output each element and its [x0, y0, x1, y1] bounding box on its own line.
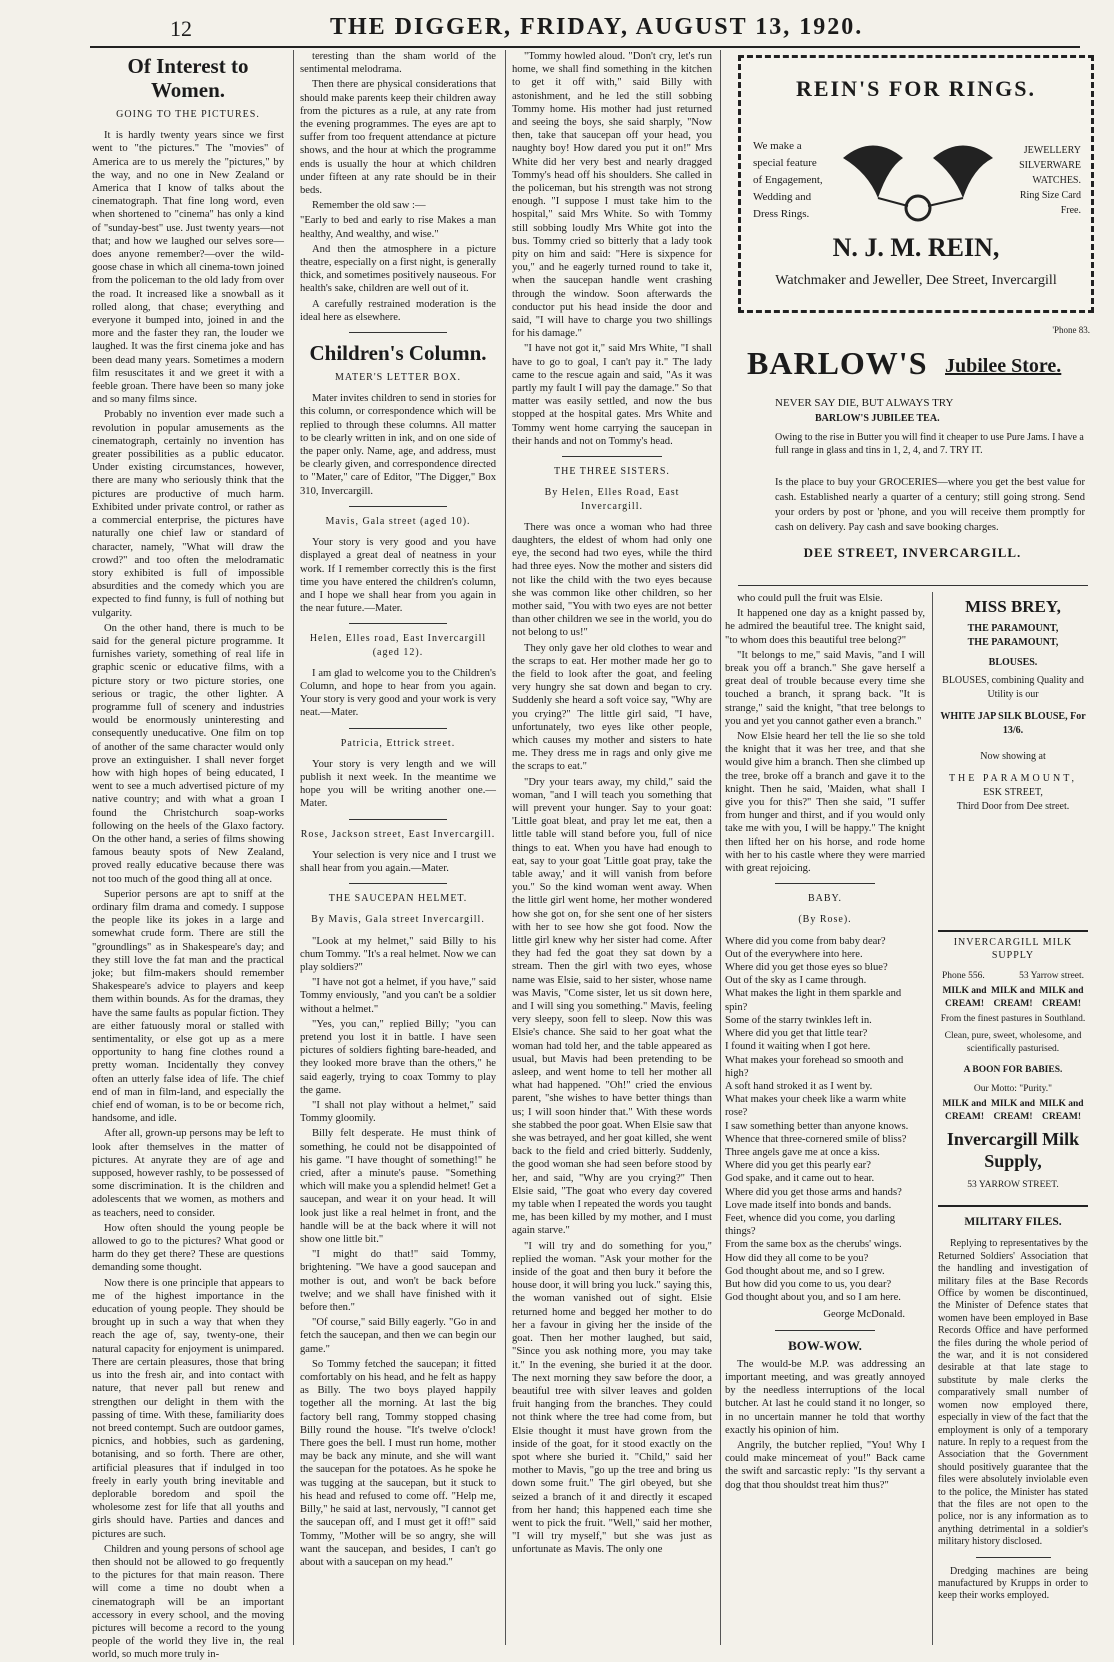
barlow-para2: Is the place to buy your GROCERIES—where you get the best value for cash. Established nearly a quarter of a century; still going strong. Send your orders by post or 'phone, and you will receive them promptly for cash on delivery. Pay cash and save booking charges.: [775, 477, 1085, 533]
rein-left-text: We make a special feature of Engagement, Wedding and Dress Rings.: [753, 140, 823, 220]
poem-line: God thought about me, and so I grew.: [725, 1265, 885, 1277]
letter-reply: Your story is very length and we will publish it next week. In the meantime we hope you will be writing another one.—Mater.: [300, 758, 496, 810]
milk-cream-row: [938, 1096, 1088, 1126]
divider: [349, 506, 447, 507]
milk-clean: Clean, pure, sweet, wholesome, and scientifically pasturised.: [944, 1031, 1082, 1054]
letter-reply: Your story is very good and you have displayed a great deal of neatness in your work. If I remember correctly this is the first time you have entered the children's column, and I hope we shall hear from you again in the near future.—Mater.: [300, 537, 496, 615]
poem-line: God spake, and it came out to hear.: [725, 1173, 875, 1185]
paragraph: "I have not got it," said Mrs White, "I shall have to go to goal, I can't pay it." The lady came to the rescue again and said, "As it was partly my fault I will pay the damage." So that matter was easily settled, and now the bus stopped at the hospital gates. Mrs White and Tommy went home carrying the saucepan in their hands and not on Tommy's head.: [512, 343, 712, 447]
brey-blouses-text: BLOUSES, combining Quality and Utility is our: [942, 675, 1084, 700]
milk-motto: Our Motto: "Purity.": [973, 1084, 1053, 1094]
barlow-ad: [735, 325, 1090, 580]
barlow-phone: 'Phone 83.: [1052, 325, 1090, 335]
milk-street-bottom: 53 YARROW STREET.: [967, 1180, 1059, 1190]
barlow-store: Jubilee Store.: [945, 355, 1062, 377]
poem: [725, 935, 925, 1305]
paragraph: Remember the old saw :—: [312, 200, 426, 212]
poem-line: What makes your cheek like a warm white rose?: [725, 1094, 906, 1119]
divider: [349, 728, 447, 729]
milk-phone: Phone 556.: [942, 971, 985, 981]
poem-line: Feet, whence did you come, you darling things?: [725, 1212, 896, 1238]
paragraph: "It belongs to me," said Mavis, "and I will break you off a branch." She gave herself a great deal of trouble because every time she touched a branch, it sprang back. "It is strange," said the knight, "that tree belongs to you and yet you cannot gather even a branch.": [725, 649, 925, 727]
paragraph: It is hardly twenty years since we first went to "the pictures." The "movies" of America are to us merely the "pictures," by the way, and no one in New Zealand or America that I know of talks about the cinematograph. That fine long word, even when shortened to "cinema" has only a kind of "sunday-best" use. Just twenty years—not that; and how we laughed our selves sore—does anyone remember?—over the wild-goose chase in which all cinema-town joined from the policeman to the old lady from over the road. It increased like a snowball as it rolled along, that chase; everything and everyone it bumped into, joined in and the more and the faster they ran, the louder we laughed. It was the first cinema joke and has been dead many years. Sometimes a modern film resuscitates it and we greet it with a feeble groan. There have been so many joke and so many films since.: [92, 130, 284, 406]
paragraph: Billy felt desperate. He must think of something, he could not be disappointed of his game. "I have thought of something!" he cried, after a minute's pause. "Something which will make you a splendid helmet! Get a saucepan, and wear it on your head. It will look just like a real helmet in front, and the handle will be at the back where it will not show one little bit.": [300, 1128, 496, 1246]
column-4: [725, 592, 925, 1645]
brey-white-jap: WHITE JAP SILK BLOUSE, For 13/6.: [940, 711, 1086, 736]
letter-reply: Your selection is very nice and I trust we shall hear from you again.—Mater.: [300, 849, 496, 874]
brey-paramount: THE PARAMOUNT,: [948, 773, 1078, 784]
rein-name: N. J. M. REIN,: [832, 233, 1000, 262]
paragraph: It happened one day as a knight passed by, he admired the beautiful tree. The knight said, "to whom does this beautiful tree belong?": [725, 608, 925, 646]
poem-line: But how did you come to us, you dear?: [725, 1278, 892, 1290]
paragraph: So Tommy fetched the saucepan; it fitted comfortably on his head, and he felt as happy as Billy. The two boys played happily together all the morning. At last the big factory bell rang, Tommy stopped chasing Billy round the house. "It's twelve o'clock! There goes the bell. I must run home, mother may be back any minute, and she will want the saucepan for the potatoes. As he spoke he was tugging at the saucepan, but it stuck to his head and refused to come off. "Help me, Billy," he said at last, nervously, "I cannot get the saucepan off, and I must get it off!" said Tommy, "Mother will be so angry, she will want the saucepan, and besides, I can't go about with a saucepan on my head.": [300, 1358, 496, 1568]
milk-street-top: 53 Yarrow street.: [1019, 971, 1084, 981]
poem-line: What makes your forehead so smooth and high?: [725, 1054, 904, 1079]
divider: [775, 1330, 875, 1331]
paragraph: "I shall not play without a helmet," said Tommy gloomily.: [300, 1100, 496, 1125]
letter-from: Mavis, Gala street (aged 10).: [325, 515, 471, 527]
divider: [349, 623, 447, 624]
column-2: [300, 50, 496, 1645]
childrens-column-heading: Children's Column.: [309, 341, 487, 366]
divider: [738, 585, 1088, 586]
divider: [349, 332, 447, 333]
rein-address: Watchmaker and Jeweller, Dee Street, Invercargill: [775, 273, 1057, 288]
letterbox-heading: MATER'S LETTER BOX.: [334, 372, 462, 384]
paragraph: Dredging machines are being manufactured by Krupps in order to keep their works employed.: [938, 1565, 1088, 1602]
barlow-slogan: NEVER SAY DIE, BUT ALWAYS TRY: [775, 397, 954, 409]
barlow-tea: BARLOW'S JUBILEE TEA.: [815, 413, 940, 424]
letter-reply: I am glad to welcome you to the Children's Column, and hope to hear from you again. Your story is very good and your work is very neat.—Mater.: [300, 667, 496, 719]
milk-pastures: From the finest pastures in Southland.: [940, 1014, 1086, 1024]
poem-line: Three angels gave me at once a kiss.: [725, 1146, 880, 1158]
newspaper-title: THE DIGGER, FRIDAY, AUGUST 13, 1920.: [330, 14, 864, 40]
paragraph: There was once a woman who had three daughters, the eldest of whom had only one eye, the second had two eyes, while the third had three eyes. Now the mother and sisters did not like the child with the two eyes because she was common like other children, so her mother said, "You with two eyes are not better than other children we see in the world, you do not belong to us!": [512, 521, 712, 639]
paragraph: Children and young persons of school age then should not be allowed to go frequently to the pictures for that main reason. There will come a time no doubt when a cinematograph will be an important accessory in every school, and the moving pictures will become a record to the young people of the world they live in, the real world, so much more truly in-: [92, 1543, 284, 1661]
paragraph: "Of course," said Billy eagerly. "Go in and fetch the saucepan, and then we can begin our game.": [300, 1317, 496, 1355]
poem-line: Out of the sky as I came through.: [725, 975, 867, 987]
paragraph: And then the atmosphere in a picture theatre, especially on a first night, is generally thick, and sometimes positively nauseous. For health's sake, children are well out of it.: [300, 243, 496, 295]
military-heading: MILITARY FILES.: [964, 1216, 1062, 1228]
rein-ad: [738, 55, 1094, 313]
paragraph: "I have not got a helmet, if you have," said Tommy enviously, "and you can't be a soldier without a helmet.": [300, 977, 496, 1015]
brey-street: ESK STREET,: [983, 787, 1043, 798]
milk-supply-block: [938, 1128, 1088, 1190]
paragraph: "Dry your tears away, my child," said the woman, "and I will teach you something that will prevent your hunger. Say to your goat: 'Little goat bleat, and pray let me eat, then a little table will stand before you, full of nice things to eat. When you have had enough to eat, say to your goat 'Little goat pray, take the table away,' and it will vanish from before you." So the kind woman went away. When the little girl went home, her mother wondered how she got on, for she sent one of her sisters with her to see how she got food. Now the little girl knew why her sister had come. After they had fed the goat they sat down by a stream. Then the girl with two eyes, whose name was Elsie, said to her sister, whose name was Mavis, "Come sister, let us sit down here, and I will sing you something." Mavis, feeling very sleepy, soon fell to sleep. Now this was Elsie's chance. She said to her goat what the woman had told her, and the table appeared as usual, but Mavis had been pretending to be asleep, and went home to tell her mother all what had happened. "Oh!" cried the envious parent, "she wishes to have better things than us; I will soon hinder that." With these words she stabbed the poor goat. When Elsie saw that she was betrayed, and her goat killed, she went back to the field and cried bitterly. Suddenly, the good woman she had seen before stood by her, and said, "Why are you crying?" Then Elsie said, "The goat who every day covered my table when I repeated the words you taught me, has been killed by my mother, and I must again starve.": [512, 776, 712, 1237]
poem-author: George McDonald.: [823, 1309, 905, 1321]
barlow-para1: Owing to the rise in Butter you will find it cheaper to use Pure Jams. I have a full range in glass and tins in 1, 2, 4, and 7. TRY IT.: [775, 432, 1084, 456]
brey-name: MISS BREY,: [965, 597, 1061, 616]
barlow-address: DEE STREET, INVERCARGILL.: [803, 545, 1022, 560]
column-rule: [505, 50, 506, 1645]
poem-line: I saw something better than anyone knows.: [725, 1120, 909, 1132]
column-3: [512, 50, 712, 1645]
brey-now-showing: Now showing at: [980, 751, 1046, 762]
brey-line2: THE PARAMOUNT,: [967, 637, 1059, 648]
milk-cream: MILK and CREAM!: [942, 986, 987, 1009]
poem-line: Whence that three-cornered smile of bliss?: [725, 1133, 907, 1145]
divider: [976, 1557, 1051, 1558]
paragraph: Then there are physical considerations that should make parents keep their children away from the pictures as a rule, at any rate from the evening programmes. The eyes are apt to suffer from too frequent attendance at picture shows, and the hour at which the programme ends is usually the hour at which children under fifteen at any rate should be in their beds.: [300, 79, 496, 197]
poem-heading: BABY.: [808, 893, 842, 905]
poem-line: Love made itself into bonds and bands.: [725, 1199, 892, 1211]
story-heading: THE SAUCEPAN HELMET.: [328, 893, 468, 905]
paragraph: "Tommy howled aloud. "Don't cry, let's run home, we shall find something in the kitchen to get it off with," said Billy with astonishment, and he led the still sobbing Tommy home. His mother had just returned and seeing the boys, she said sharply, "Now then, take that saucepan off your head, you naughty boy! How dared you put it on!" Mrs White did her very best and nearly dragged Tommy's head off his shoulders. She called in the policeman, but his strength was not strong enough. "I suppose I must take him to the hospital," said Mrs White. So with Tommy still sobbing loudly Mrs White got into the bus. Tommy cried so bitterly that a lady took pity on him and said: "Here is sixpence for you," and he eagerly turned round to take it, when the saucepan handle went crashing through the window. Soon afterwards the conductor put his head inside the door and said, "I will have to charge you two shillings for his damage.": [512, 51, 712, 340]
letter-from: Rose, Jackson street, East Invercargill.: [300, 828, 496, 840]
milk-cream: MILK and CREAM!: [1039, 1099, 1084, 1122]
pictures-subheading: GOING TO THE PICTURES.: [116, 109, 260, 120]
column-rule: [293, 50, 294, 1645]
divider: [562, 456, 662, 457]
story-byline: By Helen, Elles Road, East Invercargill.: [544, 487, 680, 512]
poem-line: God thought about you, and so I am here.: [725, 1292, 901, 1304]
poem-line: What makes the light in them sparkle and spin?: [725, 988, 902, 1013]
poem-line: Some of the starry twinkles left in.: [725, 1014, 872, 1026]
paragraph: Mater invites children to send in stories for this column, or correspondence which will be replied to through these columns. All matter to be clearly written in ink, and on one side of the paper only. Name, age, and address, must be clearly given, and correspondence directed to "Mater," care of Editor, "The Digger," Box 310, Invercargill.: [300, 393, 496, 497]
poem-line: Where did you get those arms and hands?: [725, 1186, 902, 1198]
divider: [938, 930, 1088, 932]
paragraph: Replying to representatives by the Returned Soldiers' Association that the handling and investigation of military files at the Base Records Office by women be discontinued, the Minister of Defence states that women have been employed in Base Records Office and have performed the files during the whole period of the war, and it is not considered desirable at that late stage to substitute by male clerks the comparatively small number of women now employed there, especially in view of the fact that the employment is only of a temporary nature. In reply to a request from the Association that the Government should positively guarantee that the files were absolutely inviolable even to the police, the Minister has stated that the files are not open to the police, nor is any information as to anything detrimental in a soldier's military history disclosed.: [938, 1238, 1088, 1548]
page-number: 12: [170, 16, 192, 41]
paragraph: A carefully restrained moderation is the ideal here as elsewhere.: [300, 298, 496, 323]
divider: [349, 819, 447, 820]
letter-from: Helen, Elles road, East Invercargill (aged 12).: [309, 633, 487, 658]
divider: [938, 1205, 1088, 1207]
masthead: [90, 10, 1080, 48]
paragraph: Now Elsie heard her tell the lie so she told the knight that it was her tree, and that she would give him a branch. Then she climbed up the tree, broke off a branch and gave it to the knight. Then he said, 'Maiden, what shall I give you for this?" Then she said, "I suffer from hunger and thirst, and if you would only take me with you, I will be happy." The knight then lifted her on his horse, and rode home with her to his castle where they were married with great rejoicing.: [725, 731, 925, 875]
rein-title: REIN'S FOR RINGS.: [796, 76, 1036, 101]
swallow-ring-icon: [833, 128, 1003, 228]
poem-line: Where did you get those eyes so blue?: [725, 962, 888, 974]
paragraph: Probably no invention ever made such a revolution in popular amusements as the cinematograph, certainly no invention has greater possibilities as a public educator. Under existing circumstances, however, there are many who seriously think that the pictures are productive of much harm. Exhibited under private control, or rather as a commercial enterprise, the pictures have naturally one chief law or standard of character, namely, "What will draw the crowd?" and too often the melodramatic story exhibited is full of impossible absurdities and the comedy which you are expected to find funny, is full of nothing but vulgarity.: [92, 409, 284, 619]
milk-cream: MILK and CREAM!: [942, 1099, 987, 1122]
paragraph: How often should the young people be allowed to go to the pictures? What good or harm do they get there? These are questions demanding some thought.: [92, 1222, 284, 1274]
bowwow-heading: BOW-WOW.: [788, 1337, 862, 1353]
divider: [349, 883, 447, 884]
poem-byline: (By Rose).: [798, 914, 852, 926]
milk-cream-row: [938, 983, 1088, 1013]
paragraph: teresting than the sham world of the sentimental melodrama.: [300, 51, 496, 76]
brey-blouses: BLOUSES.: [988, 657, 1038, 668]
column-rule: [720, 50, 721, 1645]
paragraph: Now there is one principle that appears to me of the highest importance in the education of young people. They should be brought up in such a way that when they reach the age of, say, twenty-one, their natural capacity for enjoyment is unimpared. There are certain pleasures, those that bring us into the fresh air, and into contact with nature, that never pall but renew and strengthen our delight in them with the passing of time. With these, familiarity does not breed contempt. Such are outdoor games, picnics, and hobbies, such as gardening, botanising, and so forth. There are other, artificial pleasures that if indulged in too freely in early youth bring inevitable and deplorable boredom and spoil the wholesome zest for life that all youths and girls should have. Parties and dances and pictures are such.: [92, 1277, 284, 1540]
paragraph: Superior persons are apt to sniff at the ordinary film drama and comedy. I suppose the people like its jokes in a large and somewhat crude form. There are still the "groundlings" as in Shakespeare's day; and they still love the fat man and the practical joke; but film-makers should remember Shakespeare's advice to players and keep them within bounds. As for the dramas, they have the same faults as popular fiction. They are either fatuously moral or stalled with sentimentality, or else got up as a mere opportunity to hang fine clothes round a pretty woman. Incidentally they convey often an utterly false idea of life. The chief end of man in film-land, and especially the chief end of woman, is to be or become rich, handsome, and idle.: [92, 888, 284, 1125]
poem-line: Where did you get that little tear?: [725, 1028, 868, 1040]
poem-line: Where did you come from baby dear?: [725, 935, 886, 947]
poem-line: I found it waiting when I got here.: [725, 1041, 871, 1053]
military-files: [938, 1212, 1088, 1645]
paragraph: "Look at my helmet," said Billy to his chum Tommy. "It's a real helmet. Now we can play soldiers?": [300, 935, 496, 973]
paragraph: "Yes, you can," replied Billy; "you can pretend you lost it in battle. I have seen pictures of soldiers fighting bare-headed, and they looked more brave than the others," he said eagerly, trying to coax Tommy to play the game.: [300, 1018, 496, 1096]
brey-door: Third Door from Dee street.: [956, 801, 1070, 812]
letter-from: Patricia, Ettrick street.: [340, 737, 456, 749]
women-heading: Of Interest to Women.: [127, 54, 249, 102]
poem-line: Where did you get this pearly ear?: [725, 1160, 871, 1172]
paragraph: "I might do that!" said Tommy, brightening. "We have a good saucepan and mother is out, and won't be back before twelve; and we shall have finished with it before then.": [300, 1249, 496, 1314]
milk-header: INVERCARGILL MILK SUPPLY: [953, 937, 1073, 961]
paragraph: who could pull the fruit was Elsie.: [737, 593, 883, 604]
poem-line: From the same box as the cherubs' wings.: [725, 1239, 902, 1251]
column-1: [92, 50, 284, 1661]
brey-ad: [938, 598, 1088, 928]
milk-cream: MILK and CREAM!: [990, 1099, 1036, 1122]
paragraph: Angrily, the butcher replied, "You! Why I could make mincemeat of you!" Back came the swift and sarcastic reply: "Is thy servant a dog that thou shouldst treat him thus?": [725, 1439, 925, 1491]
poem-line: How did they all come to be you?: [725, 1252, 869, 1264]
milk-supply-name: Invercargill Milk Supply,: [946, 1129, 1080, 1171]
milk-cream: MILK and CREAM!: [990, 986, 1036, 1009]
milk-boon: A BOON FOR BABIES.: [963, 1065, 1063, 1075]
paragraph: After all, grown-up persons may be left to look after themselves in the matter of pictures. At anyrate they are of age and supposed, however rashly, to be possessed of some discrimination. It is the children and adolescents that we women, as mothers and as teachers, need to consider.: [92, 1128, 284, 1219]
verse: "Early to bed and early to rise Makes a man healthy, And wealthy, and wise.": [300, 215, 496, 240]
milk-cream: MILK and CREAM!: [1039, 986, 1084, 1009]
paragraph: On the other hand, there is much to be said for the general picture programme. It furnishes variety, something of real life in graphic scenic or educative films, with a picture story or two picture stories, one serious or tragic, the other lighter. A programme full of scenery and industries would be enormously uninteresting and consequently uneducative. One film on top of another of the same character would only prove an extinguisher. I shall never forget how with high hopes of being educated, I went to see a much advertised picture of my native country; and with what a groan I found the Christchurch soap-works following on the heels of the Glaxo factory. On the other hand, a series of films showing famous beauty spots of New Zealand, proved really educative because there was not too much of the good thing all at once.: [92, 622, 284, 885]
poem-line: Out of the everywhere into here.: [725, 948, 863, 960]
barlow-name: BARLOW'S: [747, 345, 928, 381]
paragraph: "I will try and do something for you," replied the woman. "Ask your mother for the inside of the goat and then bury it before the house door, it will bring you luck." saying this, the woman vanished out of sight. Elsie returned home and begged her mother to do her a favour in giving her the inside of the goat. Then her mother laughed, but said, "Since you ask nothing more, you may take it." In the evening, she buried it at the door. The next morning they saw before the door, a beautiful tree with silver leaves and golden fruit hanging from the branches. They could not think where the tree had come from, but Elsie thought it must have grown from the inside of the goat, for it stood exactly on the spot where she buried it. "Child," said her mother to Mavis, "go up the tree and bring us down some fruit." The girl obeyed, but she seized a branch of it and directly it escaped from her hand; this happened each time she went to pick the fruit. "Well," said her mother, "I will try myself," but she was just as unfortunate as Mavis. The only one: [512, 1240, 712, 1556]
rein-right-text: JEWELLERY SILVERWARE WATCHES. Ring Size Card Free.: [1019, 145, 1081, 216]
story-byline: By Mavis, Gala street Invercargill.: [311, 914, 485, 926]
story-heading: THE THREE SISTERS.: [554, 466, 670, 478]
paragraph: The would-be M.P. was addressing an important meeting, and was greatly annoyed by the needless interruptions of the local butcher. At last he could stand it no longer, so in no uncertain manner he told that worthy exactly his opinion of him.: [725, 1358, 925, 1436]
column-rule: [932, 592, 933, 1645]
poem-line: A soft hand stroked it as I went by.: [725, 1080, 873, 1092]
paragraph: They only gave her old clothes to wear and the scraps to eat. Her mother made her go to the field to look after the goat, and feeling very hungry she sat down and began to cry. Suddenly she heard a soft voice say, "Why are you crying?" The little girl said, "I have, unfortunately, two eyes like other people, which causes my mother and sisters to hate me. They dress me in rags and only give me the scraps to eat.": [512, 642, 712, 773]
divider: [775, 883, 875, 884]
brey-line1: THE PARAMOUNT,: [967, 623, 1059, 634]
